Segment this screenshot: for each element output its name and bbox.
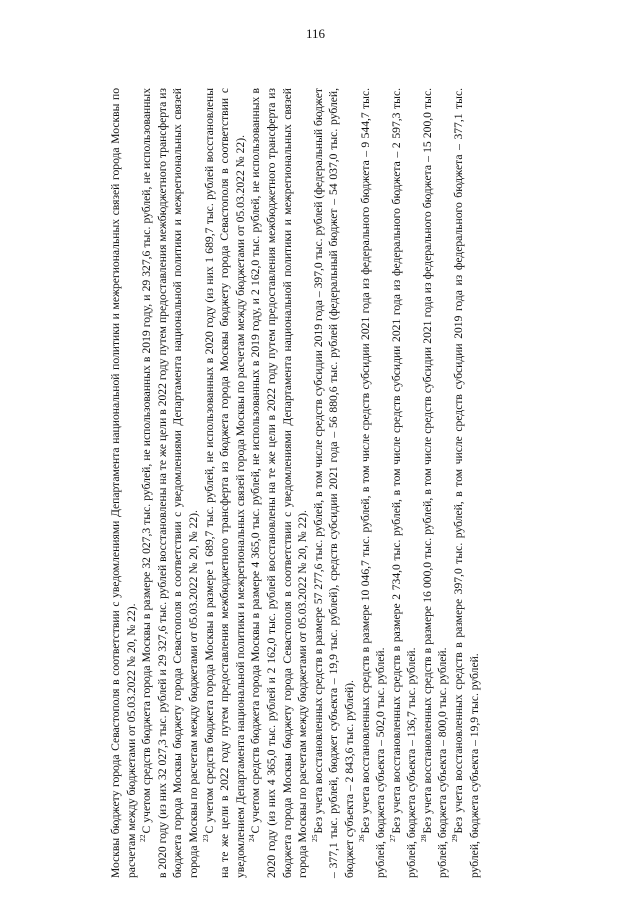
footnote-25 (311, 88, 358, 878)
footnote-mark: 29 (450, 834, 460, 842)
footnote-27 (389, 88, 420, 878)
paragraph-text: Без учета восстановленных средств в размере 16 000,0 тыс. рублей, в том числе средств субсидии 2021 года из федерального бюджета – 15 200,0 тыс. рублей, бюджета субъекта – 800,0 тыс. рублей. (420, 88, 450, 878)
footnote-continuation (108, 88, 139, 878)
footnote-mark: 26 (356, 834, 366, 842)
footnote-mark: 24 (247, 834, 257, 842)
paragraph-text: Без учета восстановленных средств в размере 397,0 тыс. рублей, в том числе средств субсидии 2019 года из федерального бюджета – 377,1 тыс. рублей, бюджета субъекта – 19,9 тыс. рублей. (452, 88, 481, 878)
paragraph-text: Без учета восстановленных средств в размере 2 734,0 тыс. рублей, в том числе средств субсидии 2021 года из федерального бюджета – 2 597,3 тыс. рублей, бюджета субъекта – 136,7 тыс. рублей. (389, 88, 419, 878)
footnote-29 (451, 88, 482, 878)
paragraph-text: С учетом средств бюджета города Москвы в размере 1 689,7 тыс. рублей, не использованных в 2020 году (из них 1 689,7 тыс. рублей восстановлены на те же цели в 2022 году путем предоставления межбюджетного трансферта из бюджета города Москвы бюджету города Севастополя в соответствии с уведомлением Департамента национальной политики и межрегиональных связей города Москвы по расчетам между бюджетами от 05.03.2022 № 22). (202, 88, 247, 878)
paragraph-text: С учетом средств бюджета города Москвы в размере 4 365,0 тыс. рублей, не использованных в 2019 году, и 2 162,0 тыс. рублей, не использованных в 2020 году (из них 4 365,0 тыс. рублей и 2 162,0 тыс. рублей восстановлены на те же цели в 2022 году путем предоставления межбюджетного трансферта из бюджета города Москвы бюджету города Севастополя в соответствии с уведомлениями Департамента национальной политики и межрегиональных связей города Москвы по расчетам между бюджетами от 05.03.2022 № 20, № 22). (249, 88, 310, 878)
paragraph-text: Москвы бюджету города Севастополя в соответствии с уведомлениями Департамента национальной политики и межрегиональных связей города Москвы по расчетам между бюджетами от 05.03.2022 № 20, № 22). (109, 88, 138, 878)
footnote-28 (420, 88, 451, 878)
footnote-mark: 28 (419, 834, 429, 842)
paragraph-text: С учетом средств бюджета города Москвы в размере 32 027,3 тыс. рублей, не использованных в 2019 году, и 29 327,6 тыс. рублей, не использованных в 2020 году (из них 32 027,3 тыс. рублей и 29 327,6 тыс. рублей восстановлены на те же цели в 2022 году путем предоставления межбюджетного трансферта из бюджета города Москвы бюджету города Севастополя в соответствии с уведомлениями Департамента национальной политики и межрегиональных связей города Москвы по расчетам между бюджетами от 05.03.2022 № 20, № 22). (140, 88, 200, 878)
footnote-mark: 23 (200, 834, 210, 842)
rotated-footnotes-block (108, 88, 482, 878)
footnote-mark: 27 (387, 834, 397, 842)
footnote-mark: 25 (309, 834, 319, 842)
footnote-24 (248, 88, 310, 878)
paragraph-text: Без учета восстановленных средств в размере 57 277,6 тыс. рублей, в том числе средств субсидии 2019 года – 397,0 тыс. рублей (федеральный бюджет – 377,1 тыс. рублей, бюджет субъекта – 19,9 тыс. рублей), средств субсидии 2021 года – 56 880,6 тыс. рублей (федеральный бюджет – 54 037,0 тыс. рублей, бюджет субъекта – 2 843,6 тыс. рублей). (311, 88, 356, 878)
footnote-22 (139, 88, 201, 878)
footnote-mark: 22 (138, 834, 148, 842)
page-number: 116 (305, 26, 326, 41)
footnote-23 (202, 88, 249, 878)
paragraph-text: Без учета восстановленных средств в размере 10 046,7 тыс. рублей, в том числе средств субсидии 2021 года из федерального бюджета – 9 544,7 тыс. рублей, бюджета субъекта – 502,0 тыс. рублей. (358, 88, 388, 878)
footnote-26 (358, 88, 389, 878)
